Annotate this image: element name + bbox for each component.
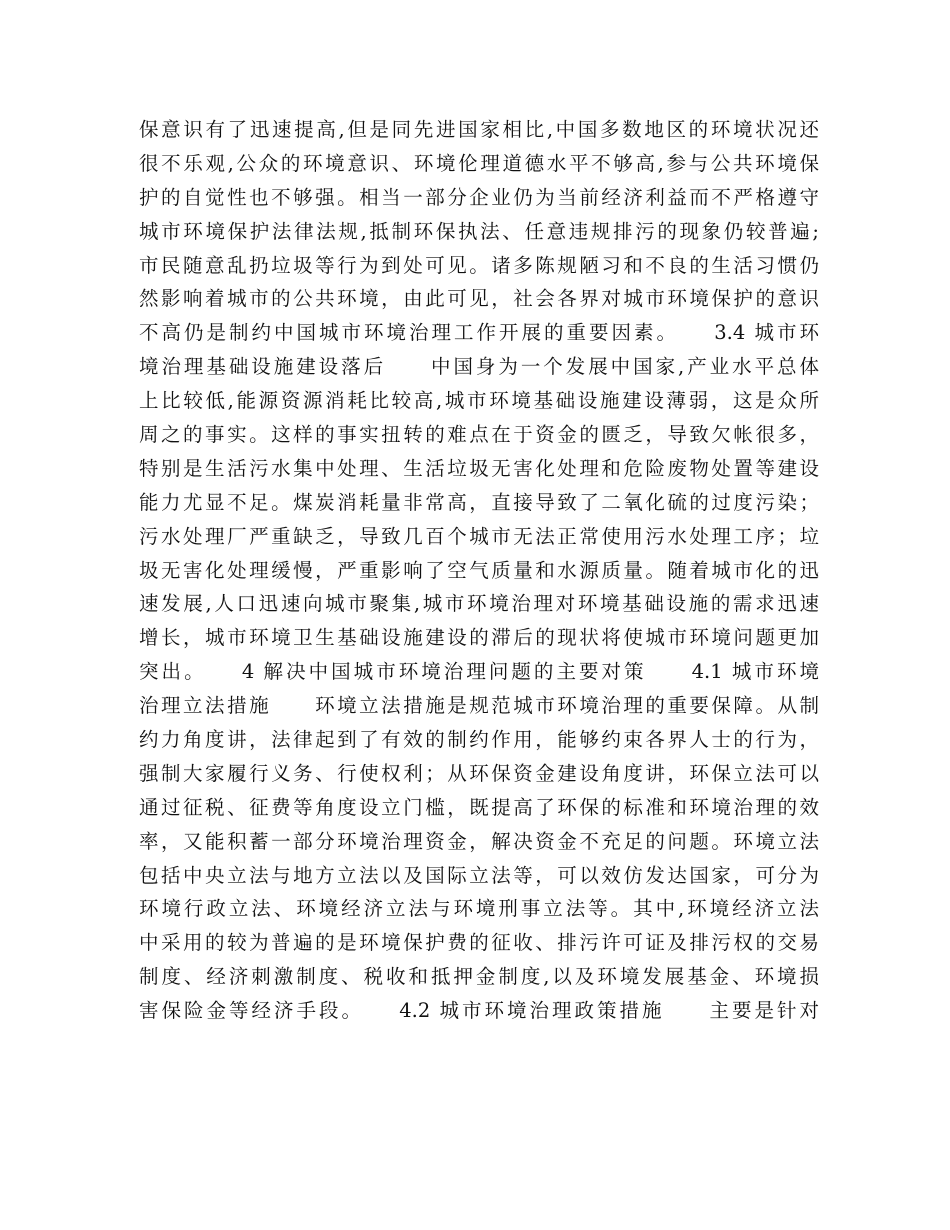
text-line: 强制大家履行义务、行使权利；从环保资金建设角度讲，环保立法可以 <box>139 761 819 785</box>
text-line: 包括中央立法与地方立法以及国际立法等，可以效仿发达国家，可分为 <box>139 863 819 887</box>
text-line: 约力角度讲，法律起到了有效的制约作用，能够约束各界人士的行为， <box>139 728 819 752</box>
text-line: 境治理基础设施建设落后 中国身为一个发展中国家,产业水平总体 <box>139 355 819 379</box>
text-line: 上比较低,能源资源消耗比较高,城市环境基础设施建设薄弱，这是众所 <box>139 389 819 413</box>
text-line: 保意识有了迅速提高,但是同先进国家相比,中国多数地区的环境状况还 <box>139 118 819 141</box>
text-line: 污水处理厂严重缺乏，导致几百个城市无法正常使用污水处理工序；垃 <box>139 524 819 548</box>
text-line: 率，又能积蓄一部分环境治理资金，解决资金不充足的问题。环境立法 <box>139 829 819 853</box>
text-line: 通过征税、征费等角度设立门槛，既提高了环保的标准和环境治理的效 <box>139 795 819 819</box>
text-line: 速发展,人口迅速向城市聚集,城市环境治理对环境基础设施的需求迅速 <box>139 592 819 616</box>
text-line: 很不乐观,公众的环境意识、环境伦理道德水平不够高,参与公共环境保 <box>139 151 819 175</box>
text-line: 能力尤显不足。煤炭消耗量非常高，直接导致了二氧化硫的过度污染； <box>139 490 819 514</box>
text-line: 不高仍是制约中国城市环境治理工作开展的重要因素。 3.4 城市环 <box>139 321 819 345</box>
text-line: 突出。 4 解决中国城市环境治理问题的主要对策 4.1 城市环境 <box>139 660 819 684</box>
text-line: 市民随意乱扔垃圾等行为到处可见。诸多陈规陋习和不良的生活习惯仍 <box>139 253 819 277</box>
text-line: 护的自觉性也不够强。相当一部分企业仍为当前经济利益而不严格遵守 <box>139 185 819 209</box>
text-line: 中采用的较为普遍的是环境保护费的征收、排污许可证及排污权的交易 <box>139 931 819 955</box>
body-text <box>139 113 819 1028</box>
text-line: 城市环境保护法律法规,抵制环保执法、任意违规排污的现象仍较普遍; <box>139 219 819 243</box>
text-line: 周之的事实。这样的事实扭转的难点在于资金的匮乏，导致欠帐很多， <box>139 423 819 447</box>
text-line: 增长，城市环境卫生基础设施建设的滞后的现状将使城市环境问题更加 <box>139 626 819 650</box>
text-line: 治理立法措施 环境立法措施是规范城市环境治理的重要保障。从制 <box>139 694 819 718</box>
text-line: 特别是生活污水集中处理、生活垃圾无害化处理和危险废物处置等建设 <box>139 456 819 480</box>
text-line: 制度、经济刺激制度、税收和抵押金制度,以及环境发展基金、环境损 <box>139 965 819 989</box>
text-line: 环境行政立法、环境经济立法与环境刑事立法等。其中,环境经济立法 <box>139 897 819 921</box>
text-line: 圾无害化处理缓慢，严重影响了空气质量和水源质量。随着城市化的迅 <box>139 558 819 582</box>
text-line: 然影响着城市的公共环境，由此可见，社会各界对城市环境保护的意识 <box>139 287 819 311</box>
text-line: 害保险金等经济手段。 4.2 城市环境治理政策措施 主要是针对 <box>139 999 819 1023</box>
